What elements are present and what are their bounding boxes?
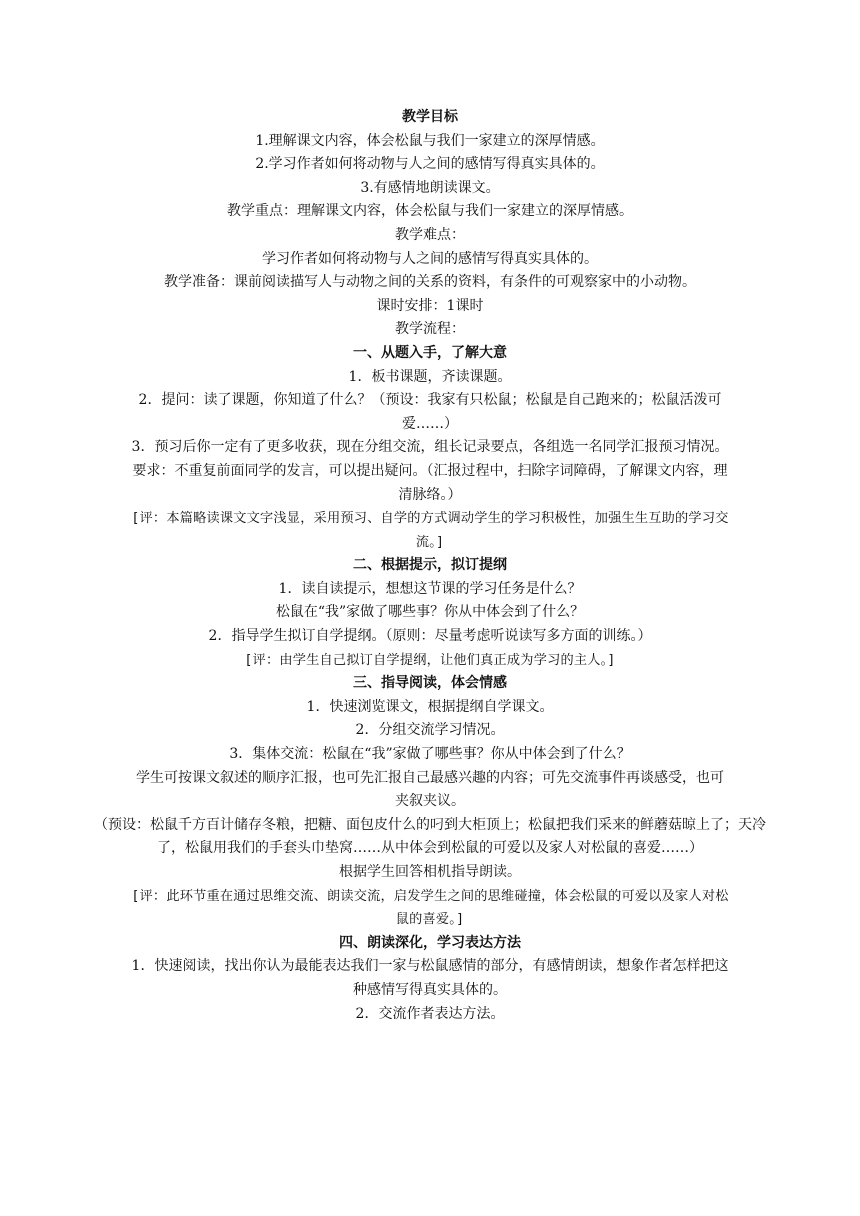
lesson-plan-document (94, 106, 766, 1026)
section-2-heading: 二、根据提示，拟订提纲 (353, 557, 507, 574)
section-2-line-2: 松鼠在“我”家做了哪些事？你从中体会到了什么？ (275, 604, 585, 621)
section-3-heading: 三、指导阅读，体会情感 (353, 675, 507, 692)
section-4-line-2: 2．交流作者表达方法。 (355, 1005, 505, 1022)
process-label: 教学流程： (395, 321, 465, 338)
key-point: 教学重点：理解课文内容，体会松鼠与我们一家建立的深厚情感。 (227, 203, 633, 220)
section-1-line-1: 1．板书课题，齐读课题。 (348, 368, 512, 385)
preparation: 教学准备：课前阅读描写人与动物之间的关系的资料，有条件的可观察家中的小动物。 (164, 274, 696, 291)
section-3-line-6: 根据学生回答相机指导朗读。 (339, 864, 521, 880)
section-4-heading: 四、朗读深化，学习表达方法 (339, 934, 521, 951)
section-2-line-3: 2．指导学生拟订自学提纲。（原则：尽量考虑听说读写多方面的训练。） (208, 628, 652, 645)
document-title: 教学目标 (402, 109, 458, 125)
section-3-comment: [评：此环节重在通过思维交流、朗读交流，启发学生之间的思维碰撞，体会松鼠的可爱以及家人对松鼠的喜爱。] (131, 888, 729, 928)
section-1-comment: [评：本篇略读课文文字浅显，采用预习、自学的方式调动学生的学习积极性，加强生生互助的学习交流。] (131, 511, 729, 550)
difficulty-label: 教学难点： (395, 226, 465, 243)
difficulty-text: 学习作者如何将动物与人之间的感情写得真实具体的。 (262, 250, 598, 267)
section-4-line-1: 1．快速阅读，找出你认为最能表达我们一家与松鼠感情的部分，有感情朗读，想象作者怎样把这种感情写得真实具体的。 (131, 958, 729, 998)
section-3-line-3: 3．集体交流：松鼠在“我”家做了哪些事？你从中体会到了什么？ (229, 746, 631, 763)
section-3-line-2: 2．分组交流学习情况。 (355, 722, 505, 739)
section-2-comment: [评：由学生自己拟订自学提纲，让他们真正成为学习的主人。] (244, 652, 616, 668)
section-2-line-1: 1．读自读提示，想想这节课的学习任务是什么？ (278, 580, 582, 597)
section-1-heading: 一、从题入手，了解大意 (353, 344, 507, 361)
section-1-line-2: 2．提问：读了课题，你知道了什么？（预设：我家有只松鼠；松鼠是自己跑来的；松鼠活泼可爱……） (138, 392, 722, 432)
section-3-line-1: 1．快速浏览课文，根据提纲自学课文。 (306, 698, 554, 715)
section-3-line-5: （预设：松鼠千方百计储存冬粮，把糖、面包皮什么的叼到大柜顶上；松鼠把我们采来的鲜蘑菇晾上了；天冷了，松鼠用我们的手套头巾垫窝……从中体会到松鼠的可爱以及家人对松鼠的喜爱……） (94, 816, 766, 857)
schedule: 课时安排：1课时 (376, 297, 484, 314)
section-1-line-3: 3．预习后你一定有了更多收获，现在分组交流，组长记录要点，各组选一名同学汇报预习情况。要求：不重复前面同学的发言，可以提出疑问。（汇报过程中，扫除字词障碍，了解课文内容，理清脉络。） (131, 439, 729, 503)
goal-3: 3.有感情地朗读课文。 (360, 179, 500, 196)
goal-2: 2.学习作者如何将动物与人之间的感情写得真实具体的。 (255, 156, 605, 173)
goal-1: 1.理解课文内容，体会松鼠与我们一家建立的深厚情感。 (255, 132, 605, 149)
section-3-line-4: 学生可按课文叙述的顺序汇报，也可先汇报自己最感兴趣的内容；可先交流事件再谈感受，也可夹叙夹议。 (136, 769, 724, 810)
